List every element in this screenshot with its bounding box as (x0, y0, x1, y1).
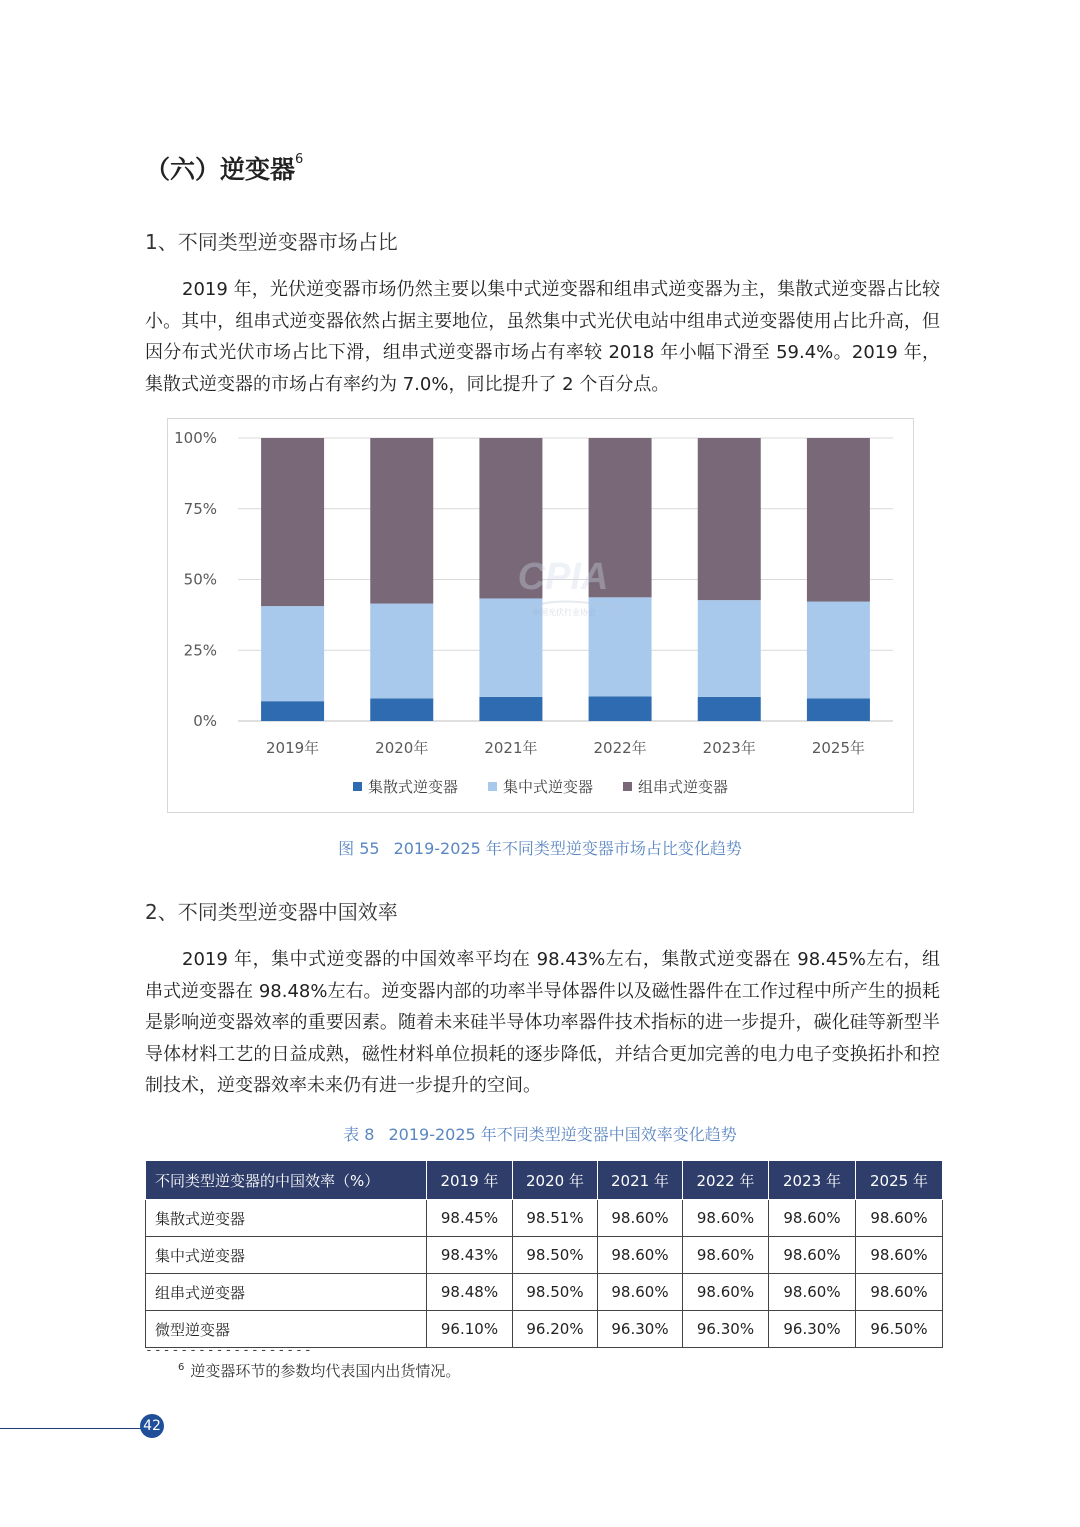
x-tick-label: 2021年 (484, 739, 538, 757)
bar-segment (261, 606, 324, 701)
figure-caption (0, 836, 1080, 859)
page-number: 42 (140, 1414, 164, 1438)
bar-segment (698, 438, 761, 600)
table-row (146, 1237, 943, 1274)
table-cell: 98.60% (598, 1274, 683, 1311)
legend-label: 组串式逆变器 (638, 778, 729, 796)
bar-segment (370, 438, 433, 604)
legend-label: 集中式逆变器 (503, 778, 594, 796)
table-cell: 98.60% (683, 1237, 769, 1274)
table-header-cell: 2025 年 (856, 1161, 943, 1200)
table-cell: 96.30% (598, 1311, 683, 1348)
table-caption-text: 2019-2025 年不同类型逆变器中国效率变化趋势 (388, 1125, 737, 1144)
footnote-separator: ------------------- (145, 1343, 313, 1358)
footnote-text: 逆变器环节的参数均代表国内出货情况。 (190, 1362, 461, 1380)
bar-segment (589, 696, 652, 721)
section-title-text: （六）逆变器 (145, 155, 296, 184)
legend-swatch (353, 782, 362, 791)
bar-segment (261, 701, 324, 721)
table-cell: 96.50% (856, 1311, 943, 1348)
page-footer-line (0, 1428, 145, 1429)
bar-segment (589, 597, 652, 696)
y-tick-label: 50% (183, 570, 217, 589)
table-header-cell: 2023 年 (769, 1161, 856, 1200)
table-header-cell: 2022 年 (683, 1161, 769, 1200)
section-title (145, 150, 303, 186)
watermark-logo-text: CPIA (517, 556, 609, 598)
table-caption (0, 1122, 1080, 1145)
bar-segment (479, 697, 542, 721)
table-number: 表 8 (343, 1125, 375, 1144)
table-header-cell: 2020 年 (513, 1161, 598, 1200)
table-cell: 98.60% (598, 1237, 683, 1274)
footnote-mark: 6 (178, 1362, 185, 1373)
table-cell: 微型逆变器 (146, 1311, 427, 1348)
bar-segment (370, 604, 433, 699)
table-cell: 98.60% (598, 1200, 683, 1237)
subsection-title-1: 1、不同类型逆变器市场占比 (145, 230, 398, 254)
table-header-cell: 2019 年 (427, 1161, 513, 1200)
legend-swatch (488, 782, 497, 791)
watermark-org-text: 中国光伏行业协会 (532, 608, 596, 617)
table-cell: 98.48% (427, 1274, 513, 1311)
figure-caption-text: 2019-2025 年不同类型逆变器市场占比变化趋势 (393, 839, 742, 858)
table-cell: 98.60% (683, 1274, 769, 1311)
table-cell: 98.60% (856, 1200, 943, 1237)
table-row (146, 1200, 943, 1237)
table-cell: 集中式逆变器 (146, 1237, 427, 1274)
body-paragraph-1: 2019 年，光伏逆变器市场仍然主要以集中式逆变器和组串式逆变器为主，集散式逆变器占比较小。其中，组串式逆变器依然占据主要地位，虽然集中式光伏电站中组串式逆变器使用占比升高，但因分布式光伏市场占比下滑，组串式逆变器市场占有率较 2018 年小幅下滑至 59.4%。2019 年，集散式逆变器的市场占有率约为 7.0%，同比提升了 2 个百分点。 (145, 279, 940, 395)
table-cell: 96.30% (683, 1311, 769, 1348)
x-tick-label: 2022年 (593, 739, 647, 757)
bar-segment (807, 602, 870, 699)
x-tick-label: 2023年 (702, 739, 756, 757)
table-cell: 98.60% (856, 1274, 943, 1311)
table-cell: 96.10% (427, 1311, 513, 1348)
table-cell: 98.51% (513, 1200, 598, 1237)
stacked-bar-chart (168, 419, 913, 812)
legend-label: 集散式逆变器 (368, 778, 459, 796)
table-cell: 98.45% (427, 1200, 513, 1237)
table-cell: 组串式逆变器 (146, 1274, 427, 1311)
x-tick-label: 2019年 (265, 739, 320, 757)
bar-segment (807, 438, 870, 602)
footnote (178, 1360, 460, 1381)
bar-segment (698, 600, 761, 697)
table-cell: 98.60% (856, 1237, 943, 1274)
bar-segment (370, 698, 433, 721)
table-row (146, 1311, 943, 1348)
chart-frame (167, 418, 914, 813)
table-header-cell: 2021 年 (598, 1161, 683, 1200)
y-tick-label: 100% (174, 429, 217, 447)
y-tick-label: 25% (183, 641, 217, 660)
table-cell: 集散式逆变器 (146, 1200, 427, 1237)
x-tick-label: 2020年 (375, 739, 429, 757)
efficiency-table (145, 1160, 943, 1348)
table-cell: 98.43% (427, 1237, 513, 1274)
body-paragraph-2: 2019 年，集中式逆变器的中国效率平均在 98.43%左右，集散式逆变器在 98.45%左右，组串式逆变器在 98.48%左右。逆变器内部的功率半导体器件以及磁性器件在工作过程中所产生的损耗是影响逆变器效率的重要因素。随着未来硅半导体功率器件技术指标的进一步提升，碳化硅等新型半导体材料工艺的日益成熟，磁性材料单位损耗的逐步降低，并结合更加完善的电力电子变换拓扑和控制技术，逆变器效率未来仍有进一步提升的空间。 (145, 949, 940, 1096)
bar-segment (698, 697, 761, 721)
subsection-title-2: 2、不同类型逆变器中国效率 (145, 900, 398, 924)
table-cell: 98.60% (769, 1237, 856, 1274)
y-tick-label: 0% (193, 712, 217, 730)
table-cell: 96.30% (769, 1311, 856, 1348)
figure-number: 图 55 (338, 839, 380, 858)
table-cell: 98.50% (513, 1237, 598, 1274)
legend-swatch (623, 782, 632, 791)
table-cell: 98.60% (683, 1200, 769, 1237)
table-header-row (146, 1161, 943, 1200)
table-cell: 98.50% (513, 1274, 598, 1311)
table-cell: 96.20% (513, 1311, 598, 1348)
y-tick-label: 75% (183, 499, 217, 518)
footnote-ref: 6 (295, 152, 304, 167)
table-row (146, 1274, 943, 1311)
table-cell: 98.60% (769, 1274, 856, 1311)
bar-segment (807, 698, 870, 721)
bar-segment (261, 438, 324, 606)
table-cell: 98.60% (769, 1200, 856, 1237)
table-header-cell: 不同类型逆变器的中国效率（%） (146, 1161, 427, 1200)
x-tick-label: 2025年 (811, 739, 866, 757)
